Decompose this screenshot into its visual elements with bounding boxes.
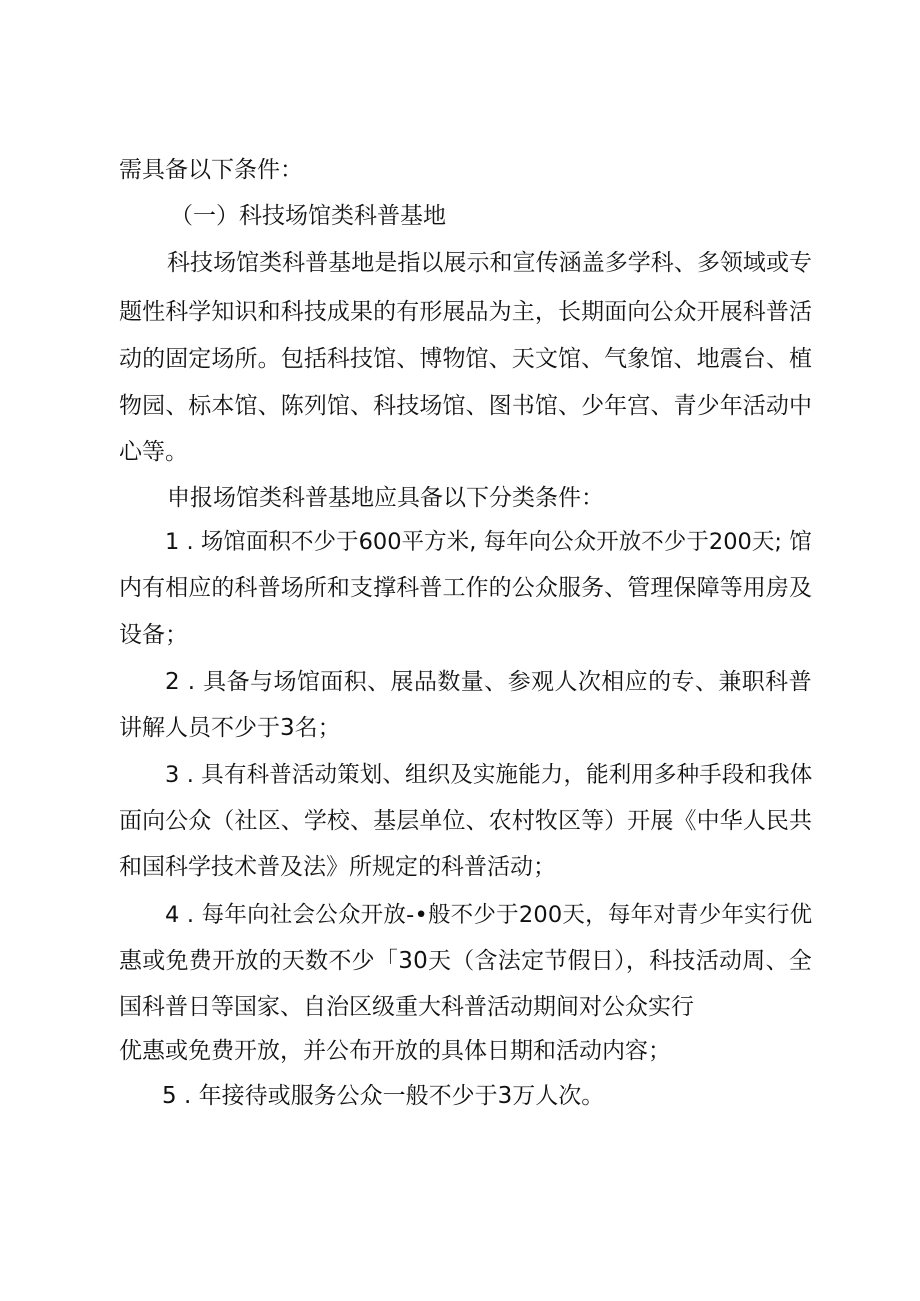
item-4-line-4: 优惠或免费开放，并公布开放的具体日期和活动内容； xyxy=(119,1038,671,1064)
item-4-line-3: 国科普日等国家、自治区级重大科普活动期间对公众实行 xyxy=(119,994,694,1020)
item-2-line-2: 讲解人员不少于3名； xyxy=(119,715,341,741)
text-line-1: 需具备以下条件： xyxy=(119,157,303,183)
section-heading: （一）科技场馆类科普基地 xyxy=(170,203,446,229)
text-line-8: 申报场馆类科普基地应具备以下分类条件： xyxy=(167,485,604,511)
item-3-line-3: 和国科学技术普及法》所规定的科普活动； xyxy=(119,854,556,880)
item-4-line-2: 惠或免费开放的天数不少「30天（含法定节假日），科技活动周、全 xyxy=(119,948,813,974)
text-line-6: 物园、标本馆、陈列馆、科技场馆、图书馆、少年宫、青少年活动中 xyxy=(119,393,813,419)
item-1-line-2: 内有相应的科普场所和支撑科普工作的公众服务、管理保障等用房及 xyxy=(119,575,813,601)
text-line-4: 题性科学知识和科技成果的有形展品为主，长期面向公众开展科普活 xyxy=(119,299,813,325)
text-line-7: 心等。 xyxy=(119,439,188,465)
item-2-line-1: 2 . 具备与场馆面积、展品数量、参观人次相应的专、兼职科普 xyxy=(165,669,812,695)
item-1-line-3: 设备； xyxy=(119,622,188,648)
text-line-5: 动的固定场所。包括科技馆、博物馆、天文馆、气象馆、地震台、植 xyxy=(119,346,813,372)
item-4-line-1: 4 . 每年向社会公众开放-•般不少于200天，每年对青少年实行优 xyxy=(165,902,813,928)
item-1-line-1: 1 . 场馆面积不少于600平方米, 每年向公众开放不少于200天; 馆 xyxy=(165,529,812,555)
item-5-line-1: 5 . 年接待或服务公众一般不少于3万人次。 xyxy=(162,1083,605,1109)
item-3-line-1: 3 . 具有科普活动策划、组织及实施能力，能利用多种手段和我体 xyxy=(165,762,813,788)
text-line-3: 科技场馆类科普基地是指以展示和宣传涵盖多学科、多领域或专 xyxy=(167,250,813,276)
item-3-line-2: 面向公众（社区、学校、基层单位、农村牧区等）开展《中华人民共 xyxy=(119,808,813,834)
